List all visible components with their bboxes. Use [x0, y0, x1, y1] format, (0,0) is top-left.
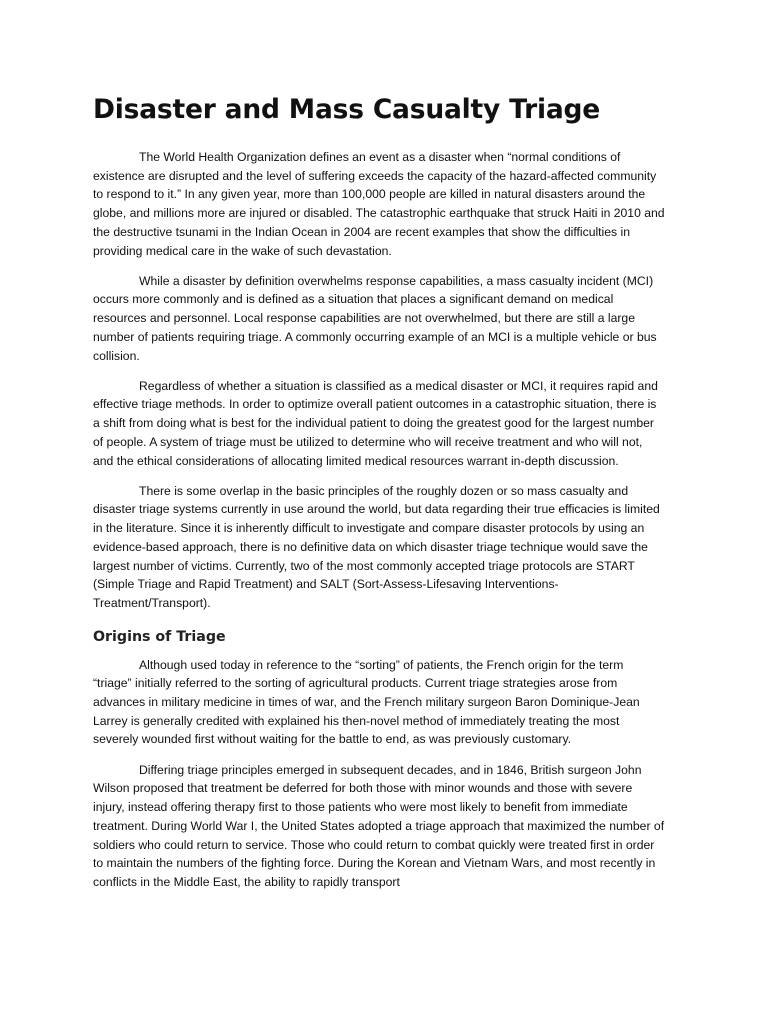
paragraph-who-definition: The World Health Organization defines an event as a disaster when “normal conditions of existence are disrupted and the level of suffering exceeds the capacity of the hazard-affected community to respond to it.” In any given year, more than 100,000 people are killed in natural disasters around the globe, and millions more are injured or disabled. The catastrophic earthquake that struck Haiti in 2010 and the destructive tsunami in the Indian Ocean in 2004 are recent examples that show the difficulties in providing medical care in the wake of such devastation. — [93, 150, 665, 258]
origins-section — [93, 656, 665, 892]
paragraph-triage-methods: Regardless of whether a situation is classified as a medical disaster or MCI, it requires rapid and effective triage methods. In order to optimize overall patient outcomes in a catastrophic situation, there is a shift from doing what is best for the individual patient to doing the greatest good for the largest number of people. A system of triage must be utilized to determine who will receive treatment and who will not, and the ethical considerations of allocating limited medical resources warrant in-depth discussion. — [93, 378, 658, 468]
paragraph-triage-history: Differing triage principles emerged in subsequent decades, and in 1846, British surgeon John Wilson proposed that treatment be deferred for both those with minor wounds and those with severe injury, instead offering therapy first to those patients who were most likely to benefit from immediate treatment. During World War I, the United States adopted a triage approach that maximized the number of soldiers who could return to service. Those who could return to combat quickly were treated first in order to maintain the numbers of the fighting force. During the Korean and Vietnam Wars, and most recently in conflicts in the Middle East, the ability to rapidly transport — [93, 762, 665, 889]
paragraph-mci-definition: While a disaster by definition overwhelms response capabilities, a mass casualty incident (MCI) occurs more commonly and is defined as a situation that places a significant demand on medical resources and personnel. Local response capabilities are not overwhelmed, but there are still a large number of patients requiring triage. A commonly occurring example of an MCI is a multiple vehicle or bus collision. — [93, 273, 657, 363]
document-title: Disaster and Mass Casualty Triage — [93, 94, 601, 125]
intro-section — [93, 148, 665, 613]
document-page — [93, 88, 665, 903]
paragraph-triage-etymology: Although used today in reference to the “sorting” of patients, the French origin for the term “triage” initially referred to the sorting of agricultural products. Current triage strategies arose from advances in military medicine in times of war, and the French military surgeon Baron Dominique-Jean Larrey is generally credited with explained his then-novel method of immediately treating the most severely wounded first without waiting for the battle to end, as was previously customary. — [93, 657, 640, 747]
paragraph-triage-systems: There is some overlap in the basic principles of the roughly dozen or so mass casualty and disaster triage systems currently in use around the world, but data regarding their true efficacies is limited in the literature. Since it is inherently difficult to investigate and compare disaster protocols by using an evidence-based approach, there is no definitive data on which disaster triage technique would save the largest number of victims. Currently, two of the most commonly accepted triage protocols are START (Simple Triage and Rapid Treatment) and SALT (Sort-Assess-Lifesaving Interventions-Treatment/Transport). — [93, 483, 660, 610]
origins-heading: Origins of Triage — [93, 628, 226, 645]
